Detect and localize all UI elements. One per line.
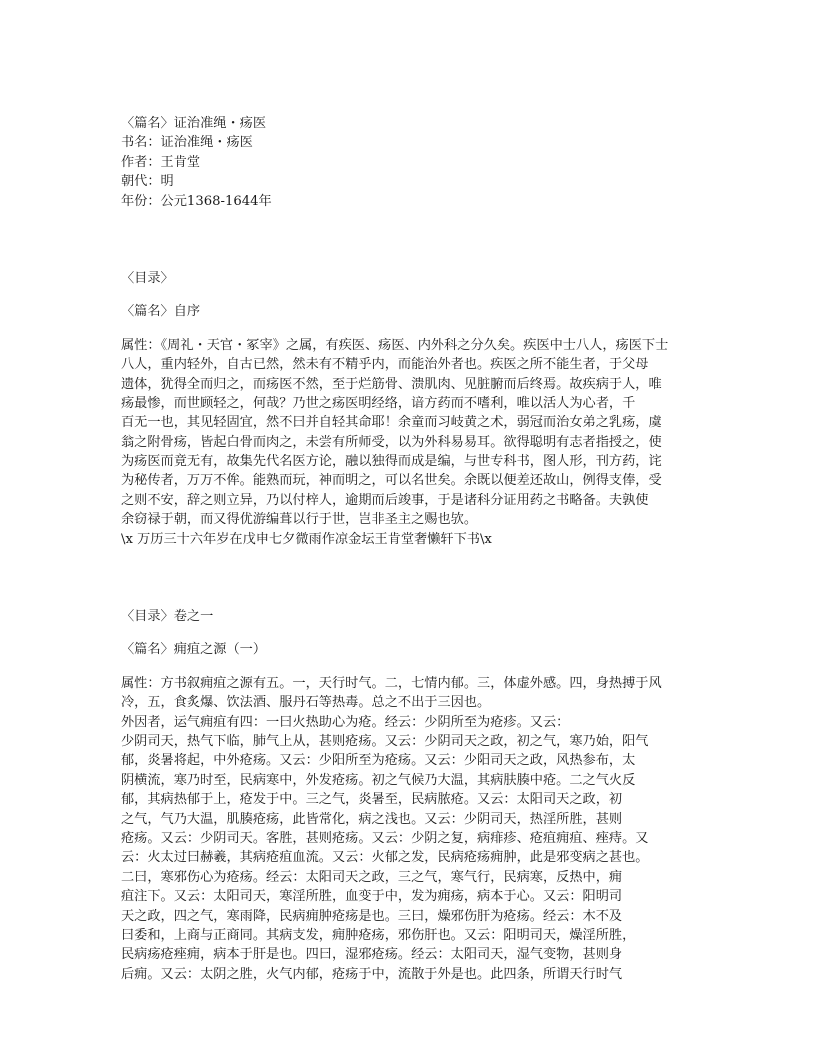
preface-line: 疡最惨，而世顾轻之，何哉？乃世之疡医明经络，谙方药而不嗜利，唯以活人为心者，千 <box>121 395 636 411</box>
preface-line: 八人，重内轻外，自古已然，然未有不精乎内，而能治外者也。疾医之所不能生者，于父母 <box>121 357 649 373</box>
body-line: 郁，炎暑将起，中外疮疡。又云：少阳所至为疮疡。又云：少阳司天之政，风热参布，太 <box>121 753 636 769</box>
body-line: 后痈。又云：太阴之胜，火气内郁，疮疡于中，流散于外是也。此四条，所谓天行时气 <box>121 966 623 982</box>
meta-line-year: 年份：公元1368-1644年 <box>121 193 272 209</box>
body-line: 云：火太过曰赫羲，其病疮疽血流。又云：火郁之发，民病疮疡痈肿，此是邪变病之甚也。 <box>121 850 649 866</box>
meta-line-title: 〈篇名〉证治准绳・疡医 <box>121 116 267 131</box>
body-line: 阴横流，寒乃时至，民病寒中，外发疮疡。初之气候乃大温，其病肤腠中疮。二之气火反 <box>121 772 636 788</box>
toc-volume-heading: 〈目录〉卷之一 <box>121 609 214 625</box>
preface-line: 翁之附骨疡，皆起白骨而肉之，未尝有所师受，以为外科易易耳。欲得聪明有志者指授之，使 <box>121 434 662 450</box>
preface-line: 为疡医而竟无有，故集先代名医方论，融以独得而成是编，与世专科书，图人形，刊方药，诧 <box>121 454 662 470</box>
preface-line: 百无一也，其见轻固宜，然不曰并自轻其命耶！余童而习岐黄之术，弱冠而治女弟之乳疡，虞 <box>121 415 662 431</box>
document-page <box>121 114 696 984</box>
body-line: 外因者，运气痈疽有四：一曰火热助心为疮。经云：少阴所至为疮疹。又云： <box>121 714 570 730</box>
meta-line-author: 作者：王肯堂 <box>121 154 201 170</box>
metadata-block <box>121 114 696 211</box>
meta-line-dynasty: 朝代：明 <box>121 174 174 190</box>
preface-signature: \x 万历三十六年岁在戊申七夕微雨作凉金坛王肯堂奢懒轩下书\x <box>121 531 492 547</box>
body-line: 少阴司天，热气下临，肺气上从，甚则疮疡。又云：少阴司天之政，初之气，寒乃始，阳气 <box>121 733 649 749</box>
preface-paragraph <box>121 336 696 549</box>
body-line: 属性：方书叙痈疽之源有五。一，天行时气。二，七情内郁。三，体虚外感。四，身热搏于风 <box>121 675 662 691</box>
preface-line: 为秘传者，万万不侔。能熟而玩，神而明之，可以名世矣。余既以便差还故山，例得支俸，受 <box>121 473 662 489</box>
body-line: 之气，气乃大温，肌腠疮疡，此皆常化，病之浅也。又云：少阴司天，热淫所胜，甚则 <box>121 811 623 827</box>
body-line: 二曰，寒邪伤心为疮疡。经云：太阳司天之政，三之气，寒气行，民病寒，反热中，痈 <box>121 869 623 885</box>
preface-line: 之则不安，辞之则立异，乃以付梓人，逾期而后竣事，于是诸科分证用药之书略备。夫孰使 <box>121 492 649 508</box>
body-line: 天之政，四之气，寒雨降，民病痈肿疮疡是也。三曰，燥邪伤肝为疮疡。经云：木不及 <box>121 908 623 924</box>
body-line: 郁，其病热郁于上，疮发于中。三之气，炎暑至，民病脓疮。又云：太阳司天之政，初 <box>121 792 623 808</box>
preface-line: 属性：《周礼・天官・冢宰》之属，有疾医、疡医、内外科之分久矣。疾医中士八人，疡医下士 <box>121 337 669 353</box>
body-line: 疽注下。又云：太阳司天，寒淫所胜，血变于中，发为痈疡，病本于心。又云：阳明司 <box>121 889 623 905</box>
section-title-preface: 〈篇名〉自序 <box>121 304 201 320</box>
body-line: 疮疡。又云：少阴司天。客胜，甚则疮疡。又云：少阴之复，病痱疹、疮疽痈疽、痤痔。又 <box>121 830 649 846</box>
meta-line-book: 书名：证治准绳・疡医 <box>121 135 253 151</box>
body-line: 民病疡疮痤痈，病本于肝是也。四曰，湿邪疮疡。经云：太阳司天，湿气变物，甚则身 <box>121 947 623 963</box>
preface-line: 遗体，犹得全而归之，而疡医不然，至于烂筋骨、溃肌肉、见脏腑而后终焉。故疾病于人，唯 <box>121 376 662 392</box>
body-line: 冷，五，食炙爆、饮法酒、服丹石等热毒。总之不出于三因也。 <box>121 695 491 711</box>
origins-paragraph <box>121 674 696 984</box>
section-title-origins: 〈篇名〉痈疽之源（一） <box>121 642 267 658</box>
preface-line: 余窃禄于朝，而又得优游编葺以行于世，岂非圣主之赐也欤。 <box>121 512 478 528</box>
body-line: 曰委和，上商与正商同。其病支发，痈肿疮疡，邪伤肝也。又云：阳明司天，燥淫所胜， <box>121 927 636 943</box>
toc-heading: 〈目录〉 <box>121 270 174 286</box>
